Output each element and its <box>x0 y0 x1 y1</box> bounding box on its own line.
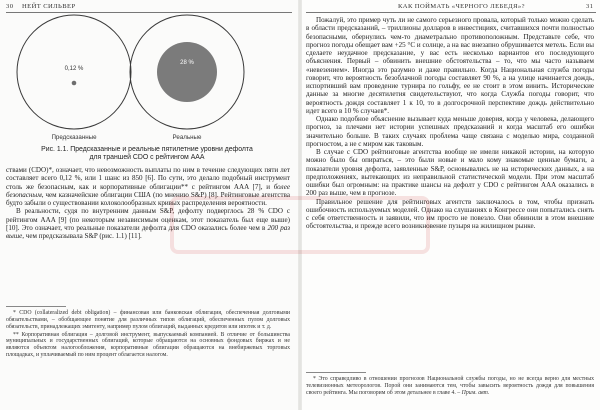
body-paragraph <box>6 207 290 240</box>
emphasis-text: Прим. авт. <box>461 389 490 396</box>
predicted-axis-label: Предсказанные <box>51 134 97 141</box>
text-run: , чем казначейские облигации США (по мнению S&P) [8]. Рейтинговые агентства будто забыли о существовании колоколообразных кривых распределения вероятности. <box>6 190 290 207</box>
right-page <box>302 0 600 410</box>
left-footnotes <box>6 310 290 360</box>
predicted-rate-label: 0,12 % <box>64 66 84 72</box>
footnote: * CDO (collateralized debt obligation) – финансовая или банковская облигация, обеспеченная долговыми обязательствами, – обобщающее понятие для различных типов облигаций, обеспеченных пулом долговых обязательств, принадлежащих эмитенту, например пулом облигаций, выданных кредитов или ипотек и т. д. <box>6 310 290 330</box>
body-paragraph <box>306 16 594 115</box>
text-run: Однако подобное объяснение вызывает куда меньше доверия, когда у человека, делающего прогноз, за плечами нет истории успешных предсказаний и когда масштаб его ошибки значительно больше. В таких случаях проблема чаще связана с моделью мира, созданной прогностом, а не с миром как таковым. <box>306 115 594 148</box>
text-run: * Это справедливо в отношении прогнозов Национальной службы погоды, но не всегда верно для местных телевизионных метеорологов. Порой они занимаются тем, чтобы завысить вероятность дождя для повышения своего рейтинга. Мы поговорим об этом детальнее в главе 4. – <box>306 376 594 396</box>
actual-axis-label: Реальные <box>172 134 202 141</box>
footnote <box>306 376 594 396</box>
figure-caption <box>12 146 282 163</box>
left-page-number: 30 <box>6 3 14 10</box>
body-paragraph <box>306 198 594 231</box>
right-running-head-title: КАК ПОЙМАТЬ «ЧЕРНОГО ЛЕБЕДЯ»? <box>398 3 525 10</box>
footnote: ** Корпоративная облигация – долговой инструмент, выпускаемый компанией. В отличие от большинства муниципальных и государственных облигаций, которые обращаются на основных фондовых биржах и не являются объектом налогообложения, корпоративные облигации обращаются на внебиржевых торговых площадках, и уплачиваемый по ним процент облагается налогом. <box>6 331 290 358</box>
right-footnote-rule <box>306 372 366 373</box>
right-running-header <box>302 3 600 12</box>
body-paragraph <box>306 148 594 198</box>
right-header-rule <box>306 12 596 13</box>
left-running-header <box>0 3 298 12</box>
right-footnotes <box>306 376 594 398</box>
text-run: Пожалуй, это пример чуть ли не самого серьезного провала, который только можно сделать в области предсказаний, – триллионы долларов в инвестициях, считавшихся почти полностью безопасными, обернулись чем-то диаметрально противоположным. Представьте себе, что прогноз погоды обещает вам +25 °C и солнце, а на вас внезапно обрушивается метель. Если вы сделаете неудачное предсказание, у вас есть несколько вариантов его последующего объяснения. Первый – обвинить внешние обстоятельства – то, что мы часто называем «невезением». Иногда это разумно и даже правильно. Когда Национальная служба погоды говорит, что вероятность безоблачной погоды составляет 90 %, а на улице начинается дождь, испортивший вам проведение турнира по гольфу, ее не стоит в этом винить. Исторические данные за многие десятилетия свидетельствуют, что когда Служба погоды говорит, что вероятность дождя составляет 1 к 10, то в долгосрочной перспективе дождь действительно идет всего в 10 % случаев*. <box>306 16 594 115</box>
actual-rate-label: 28 % <box>180 60 194 66</box>
emphasis-text: 200 раз выше <box>6 223 290 240</box>
body-paragraph <box>306 115 594 148</box>
left-body-text <box>6 166 290 240</box>
text-run: Правильное решение для рейтинговых агентств заключалось в том, чтобы признать ошибочность используемых моделей. Однако на слушаниях в Конгрессе они попытались снять с себя ответственность и заявили, что им просто не повезло. Они обвинили в этом внешние обстоятельства, и прежде всего возникновение пузыря на жилищном рынке. <box>306 197 594 231</box>
text-run: В реальности, судя по внутренним данным S&P, дефолту подверглось 28 % CDO с рейтингом AAA [9] (по некоторым независимым оценкам, этот показатель был еще выше) [10]. Это означает, что реальные показатели дефолта для CDO оказались более чем в <box>6 207 290 232</box>
actual-rate-disk <box>157 42 217 102</box>
predicted-rate-dot <box>72 81 77 86</box>
right-body-text <box>306 16 594 231</box>
text-run: ствами (CDO)*, означает, что невозможность выплаты по ним в течение следующих пяти лет составляет всего 0,12 %, или 1 шанс из 850 [6]. По сути, это делало подобный инструмент столь же безопасным, как и корпоративные облигации** с рейтингом AAA [7], и <box>6 166 290 191</box>
left-footnote-rule <box>6 306 66 307</box>
body-paragraph <box>6 166 290 207</box>
text-run: В случае с CDO рейтинговые агентства вообще не имели никакой истории, на которую можно было бы опираться, – это были новые и мало кому знакомые ценные бумаги, а показатели уровня дефолта, заявленные S&P, основывались не на исторических данных, а на предположениях, вытекающих из неправильной статистической модели. При этом масштаб ошибки был огромным: на практике шансы на дефолт у CDO с рейтингом AAA оказались в 200 раз выше, чем в прогнозе. <box>306 148 594 198</box>
left-page <box>0 0 298 410</box>
emphasis-text: более безопасным <box>6 182 290 199</box>
right-page-number: 31 <box>586 3 594 10</box>
predicted-outline-circle <box>17 15 131 129</box>
figure-caption-line: для траншей CDO с рейтингом AAA <box>89 154 205 162</box>
figure-caption-line: Рис. 1.1. Предсказанные и реальные пятилетние уровни дефолта <box>41 146 253 153</box>
text-run: , чем предсказывала S&P (рис. 1.1) [11]. <box>22 232 142 240</box>
left-header-rule <box>6 12 292 13</box>
left-running-head-title: НЕЙТ СИЛЬВЕР <box>22 3 76 10</box>
default-rates-figure <box>0 14 298 146</box>
